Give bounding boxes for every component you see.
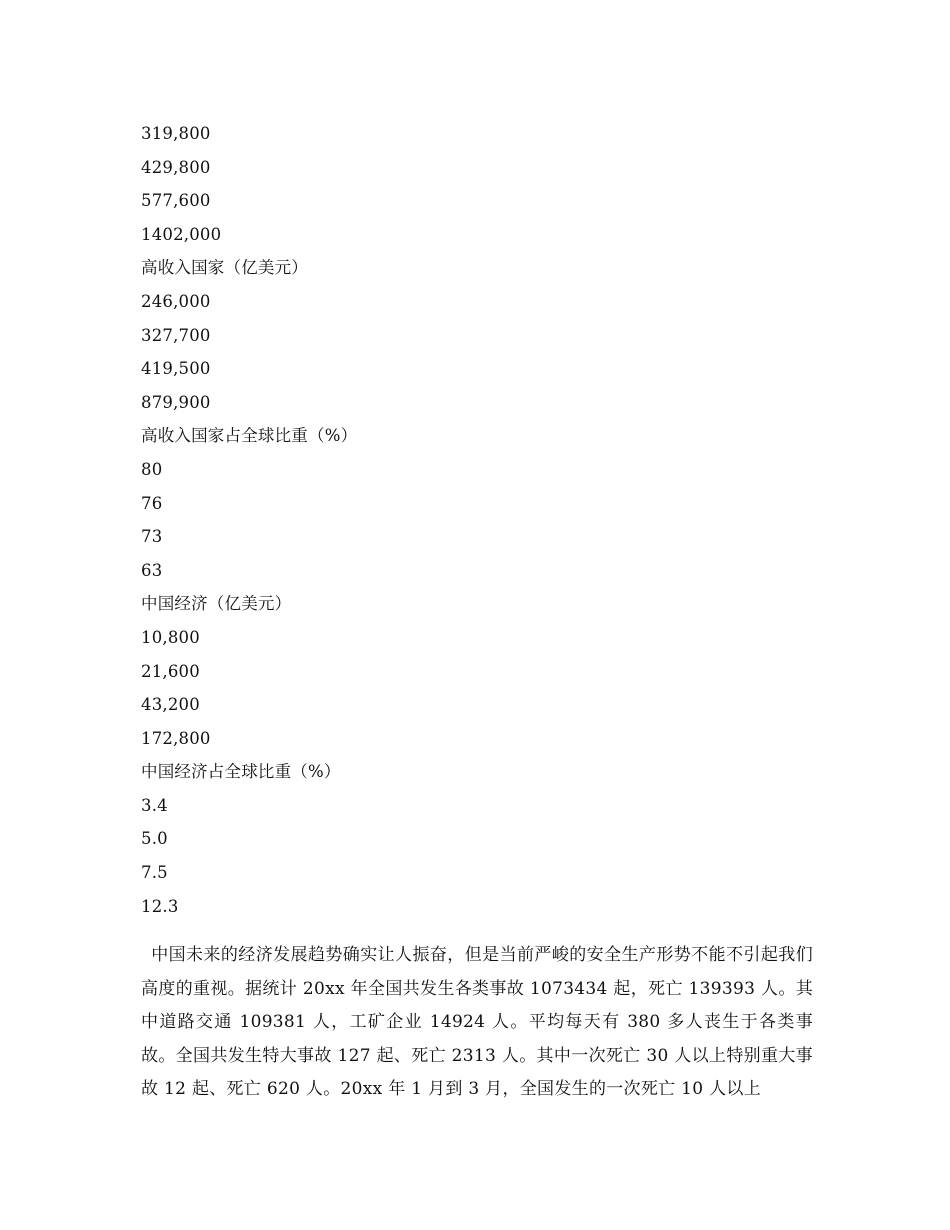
section-heading: 高收入国家（亿美元） — [141, 258, 308, 278]
section-heading: 中国经济（亿美元） — [141, 594, 292, 614]
line-value: 246,000 — [141, 291, 211, 311]
line-value: 43,200 — [141, 695, 200, 715]
line-value: 5.0 — [141, 829, 168, 849]
line-value: 7.5 — [141, 863, 168, 883]
data-lines — [141, 117, 821, 923]
line-value: 3.4 — [141, 795, 168, 815]
line-value: 319,800 — [141, 124, 211, 143]
section-heading: 高收入国家占全球比重（%） — [141, 426, 358, 446]
section-heading: 中国经济占全球比重（%） — [141, 762, 341, 782]
line-value: 80 — [141, 459, 163, 479]
body-paragraph: 中国未来的经济发展趋势确实让人振奋，但是当前严峻的安全生产形势不能不引起我们高度的重视。据统计 20xx 年全国共发生各类事故 1073434 起，死亡 139393 人。其中道路交通 109381 人，工矿企业 14924 人。平均每天有 380 多人丧生于各类事故。全国共发生特大事故 127 起、死亡 2313 人。其中一次死亡 30 人以上特别重大事故 12 起、死亡 620 人。20xx 年 1 月到 3 月，全国发生的一次死亡 10 人以上 — [141, 945, 813, 1100]
line-value: 73 — [141, 527, 163, 547]
line-value: 172,800 — [141, 728, 211, 748]
line-value: 10,800 — [141, 627, 200, 647]
line-value: 21,600 — [141, 661, 200, 681]
line-value: 879,900 — [141, 392, 211, 412]
line-value: 1402,000 — [141, 224, 222, 244]
line-value: 577,600 — [141, 191, 211, 211]
line-value: 76 — [141, 493, 163, 513]
line-value: 12.3 — [141, 896, 179, 916]
line-value: 327,700 — [141, 325, 211, 345]
line-value: 429,800 — [141, 157, 211, 177]
line-value: 419,500 — [141, 359, 211, 379]
line-value: 63 — [141, 560, 163, 580]
